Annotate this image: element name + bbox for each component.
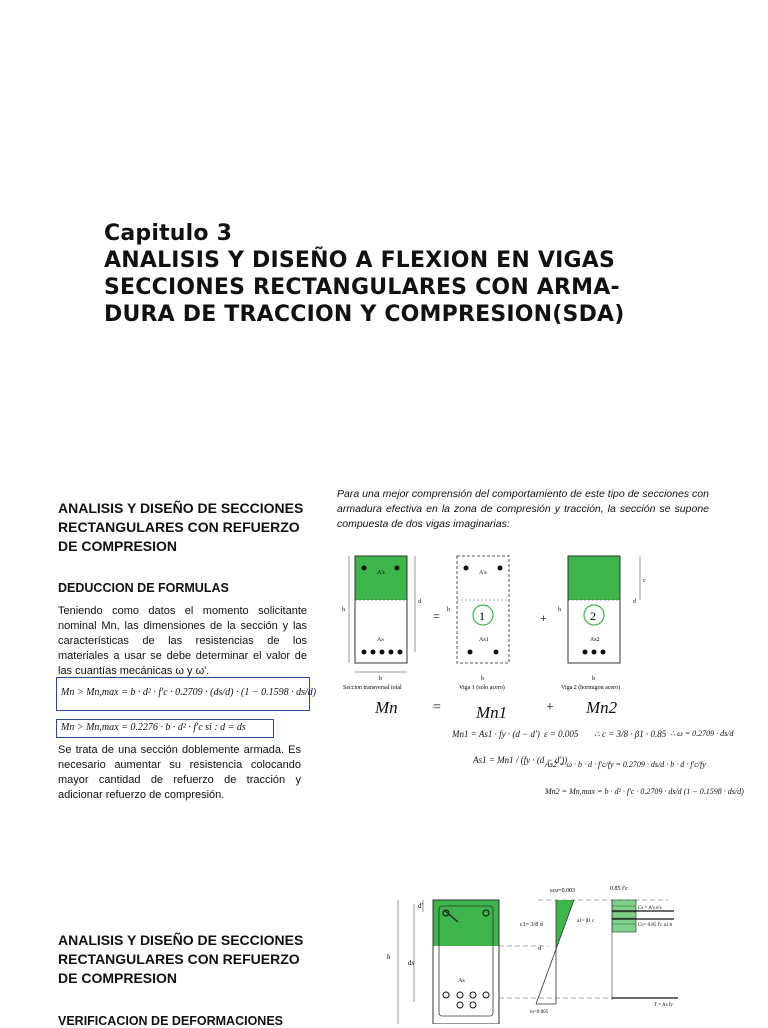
equals-sign: = xyxy=(433,609,440,623)
label-h: h xyxy=(342,607,345,613)
label-cs: Cs = A's σ's xyxy=(638,906,662,911)
plus-sign: + xyxy=(540,611,547,625)
label-c: c xyxy=(643,578,646,584)
label-a1: a1= β1 c xyxy=(577,919,595,924)
label-as-top-v1: A's xyxy=(479,570,487,576)
equation-as1: As1 = Mn1 / (fy · (d − d')) xyxy=(473,755,568,765)
chapter-title-line-1: ANALISIS Y DISEÑO A FLEXION EN VIGAS xyxy=(104,248,616,273)
label-b-v2: b xyxy=(592,676,595,682)
formula-box-1 xyxy=(56,677,317,711)
moment-mn: Mn xyxy=(375,698,398,717)
formula-2: Mn > Mn,max = 0.2276 · b · d² · f'c si : d = ds xyxy=(61,722,246,733)
label-d-v2: d xyxy=(633,599,636,605)
fig2-label-dprime: d' xyxy=(418,902,423,910)
formula-1: Mn > Mn,max = b · d² · f'c · 0.2709 · (ds/d) · (1 − 0.1598 · ds/d) xyxy=(61,687,317,698)
label-cc: Cc= 0.85 f'c a1 b xyxy=(638,923,673,928)
viga-1-section xyxy=(447,556,509,682)
caption-viga-2: Viga 2 (hormigon acero) xyxy=(561,685,621,691)
fig2-label-h: h xyxy=(387,953,391,961)
moment-plus: + xyxy=(546,700,554,715)
intro-paragraph: Para una mejor comprensión del comportamiento de este tipo de secciones con armadura efectiva en la zona de compresión y tracción, la sección se supone compuesta de dos vigas imaginarias: xyxy=(337,488,709,530)
label-eps-s: εs=0.005 xyxy=(530,1010,549,1015)
equation-c: ∴ c = 3/8 · β1 · 0.85 xyxy=(594,729,667,739)
beam-cross-section xyxy=(387,900,499,1024)
label-c1: c1= 3/8 d xyxy=(520,922,543,928)
viga-2-section xyxy=(558,556,646,682)
formula-box-2 xyxy=(56,719,274,738)
circle-2-label: 2 xyxy=(590,609,596,623)
label-as1: As1 xyxy=(479,637,489,643)
label-h-v1: h xyxy=(447,607,450,613)
fig2-label-d: d xyxy=(538,946,541,952)
equation-as2: As2 = ω · b · d · f'c/fy = 0.2709 · ds/d · b · d · f'c/fy xyxy=(545,760,706,769)
equation-mn2: Mn2 = Mn,max = b · d² · f'c · 0.2709 · ds/d (1 − 0.1598 · ds/d) xyxy=(545,787,744,796)
moment-mn2: Mn2 xyxy=(586,698,618,717)
equation-epsilon: ε = 0.005 xyxy=(544,729,579,739)
chapter-title xyxy=(104,220,625,328)
label-085fc: 0.85 f'c xyxy=(610,886,628,892)
moment-equals: = xyxy=(433,700,441,715)
caption-total: Seccion transversal total xyxy=(343,685,402,691)
fig2-label-ds: ds xyxy=(408,959,415,967)
equation-omega: ∴ ω = 0.2709 · ds/d xyxy=(670,729,734,738)
circle-1-label: 1 xyxy=(479,609,485,623)
label-d: d xyxy=(418,599,421,605)
section-decomposition-figure xyxy=(335,548,665,698)
stress-diagram xyxy=(610,885,678,1008)
label-as2: As2 xyxy=(590,637,600,643)
label-eps-cu: εcu=0.003 xyxy=(550,888,576,894)
label-h-v2: h xyxy=(558,607,561,613)
label-as-top: A's xyxy=(377,570,385,576)
chapter-number: Capitulo 3 xyxy=(104,221,233,246)
moment-mn1: Mn1 xyxy=(476,703,508,722)
caption-viga-1: Viga 1 (solo acero) xyxy=(459,685,505,691)
label-t: T = As fy xyxy=(654,1003,673,1008)
section1-title: ANALISIS Y DISEÑO DE SECCIONES RECTANGULARES CON REFUERZO DE COMPRESION xyxy=(58,500,304,554)
strain-stress-figure xyxy=(378,882,698,1024)
label-b-v1: b xyxy=(481,676,484,682)
strain-diagram xyxy=(520,888,595,1015)
equation-mn1: Mn1 = As1 · fy · (d − d') xyxy=(452,729,540,739)
section1-subtitle: DEDUCCION DE FORMULAS xyxy=(58,581,229,595)
label-b: b xyxy=(379,676,382,682)
section2-title: ANALISIS Y DISEÑO DE SECCIONES RECTANGULARES CON REFUERZO DE COMPRESION xyxy=(58,932,304,986)
chapter-title-line-2: SECCIONES RECTANGULARES CON ARMA- xyxy=(104,275,620,300)
chapter-title-line-3: DURA DE TRACCION Y COMPRESION(SDA) xyxy=(104,302,625,327)
section1-paragraph: Teniendo como datos el momento solicitante nominal Mn, las dimensiones de la sección y las características de las resistencias de los materiales a usar se debe determinar el valor de las cuantías mecánicas ω y ω'. xyxy=(58,605,307,677)
fig2-label-as: As xyxy=(458,978,465,984)
section2-subtitle: VERIFICACION DE DEFORMACIONES xyxy=(58,1014,284,1028)
total-section xyxy=(342,556,421,682)
label-as-bot: As xyxy=(377,637,384,643)
section1-paragraph-2: Se trata de una sección doblemente armada. Es necesario aumentar su resistencia colocando mayor cantidad de refuerzo de tracción y adicionar refuerzo de compresión. xyxy=(58,744,301,801)
